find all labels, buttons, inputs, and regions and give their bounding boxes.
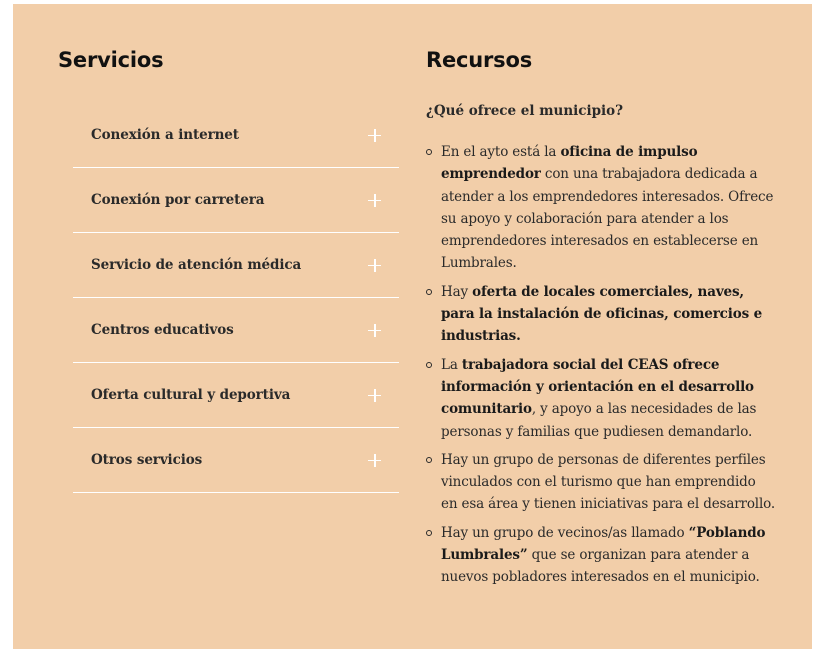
accordion-item-label: Oferta cultural y deportiva [91,387,291,403]
accordion-item-oferta-cultural[interactable] [73,363,399,428]
item-bold-text: trabajadora social del CEAS ofrece información y orientación en el desarrollo comunitario [441,356,754,418]
servicios-title: Servicios [58,48,164,72]
item-text: Hay un grupo de personas de diferentes perfiles vinculados con el turismo que han emprendido en esa área y tienen iniciativas para el desarrollo. [441,451,776,513]
content-panel [13,4,812,649]
list-item [426,354,776,443]
servicios-section [58,46,400,468]
item-bold-text: oferta de locales comerciales, naves, para la instalación de oficinas, comercios e industrias. [441,283,763,345]
accordion-item-centros-educativos[interactable] [73,298,399,363]
plus-icon[interactable] [368,454,381,467]
accordion-item-otros-servicios[interactable] [73,428,399,493]
accordion-item-label: Conexión por carretera [91,192,265,208]
item-bold-text: oficina de impulso emprendedor [441,144,698,183]
accordion-item-label: Servicio de atención médica [91,257,302,273]
recursos-subtitle: ¿Qué ofrece el municipio? [426,103,624,119]
plus-icon[interactable] [368,194,381,207]
recursos-title: Recursos [426,48,532,72]
plus-icon[interactable] [368,389,381,402]
list-item [426,281,776,348]
accordion-item-label: Conexión a internet [91,127,239,143]
accordion-item-conexion-internet[interactable] [73,103,399,168]
plus-icon[interactable] [368,324,381,337]
servicios-accordion [73,103,399,493]
item-bold-text: “Poblando Lumbrales” [441,524,766,564]
item-text: con una trabajadora dedicada a atender a los emprendedores interesados. Ofrece su apoyo y colaboración para atender a los emprendedores interesados en establecerse en Lumbrales. [441,166,774,272]
item-text: La [441,356,462,373]
list-item [426,449,776,516]
item-text: Hay [441,283,473,300]
accordion-item-label: Centros educativos [91,322,234,338]
accordion-item-atencion-medica[interactable] [73,233,399,298]
plus-icon[interactable] [368,259,381,272]
recursos-section [426,46,776,586]
accordion-item-label: Otros servicios [91,452,203,468]
list-item [426,522,776,589]
recursos-list [426,141,776,595]
accordion-item-conexion-carretera[interactable] [73,168,399,233]
item-text: En el ayto está la [441,144,561,160]
plus-icon[interactable] [368,129,381,142]
item-text: que se organizan para atender a nuevos pobladores interesados en el municipio. [441,547,760,586]
item-text: , y apoyo a las necesidades de las personas y familias que pudiesen demandarlo. [441,401,757,440]
list-item [426,141,776,275]
item-text: Hay un grupo de vecinos/as llamado [441,524,689,541]
